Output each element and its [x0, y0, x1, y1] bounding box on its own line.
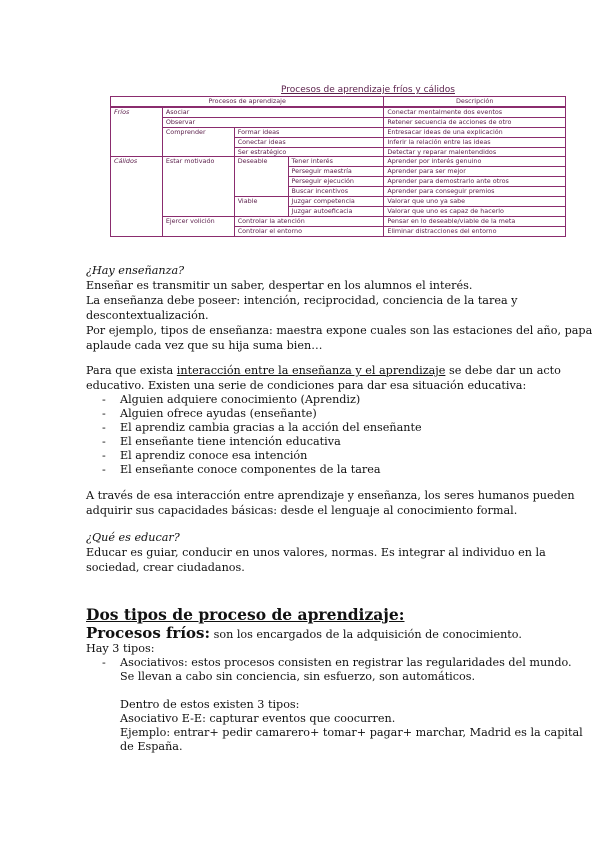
list-item-text: El aprendiz cambia gracias a la acción del enseñante: [120, 421, 422, 434]
list-item: [102, 407, 317, 422]
description-cell: Valorar que uno ya sabe: [384, 197, 566, 207]
description-cell: Valorar que uno es capaz de hacerlo: [384, 206, 566, 216]
description-cell: Retener secuencia de acciones de otro: [384, 117, 566, 127]
description-cell: Detectar y reparar malentendidos: [384, 147, 566, 157]
description-cell: Conectar mentalmente dos eventos: [384, 107, 566, 117]
header-processes: Procesos de aprendizaje: [111, 97, 384, 107]
paragraph-line: A través de esa interacción entre aprendizaje y enseñanza, los seres humanos pueden: [86, 489, 575, 502]
learning-processes-table: [110, 84, 566, 237]
subprocess-cell: Conectar ideas: [234, 137, 384, 147]
list-item-text: Asociativos: estos procesos consisten en registrar las regularidades del mundo.: [120, 656, 572, 669]
process-cell: Ejercer volición: [162, 216, 234, 236]
category-cell: Fríos: [111, 107, 163, 157]
table-row: [111, 127, 566, 137]
table-row: [111, 216, 566, 226]
dash-bullet: -: [102, 656, 106, 669]
dash-bullet: -: [102, 449, 106, 462]
paragraph-line: Enseñar es transmitir un saber, despertar en los alumnos el interés.: [86, 279, 473, 292]
description-cell: Pensar en lo deseable/viable de la meta: [384, 216, 566, 226]
dash-bullet: -: [102, 393, 106, 406]
process-cell: Observar: [162, 117, 384, 127]
paragraph-line: descontextualización.: [86, 309, 209, 322]
category-cell: Cálidos: [111, 157, 163, 236]
process-cell: Comprender: [162, 127, 234, 157]
list-item: [102, 421, 422, 436]
description-cell: Inferir la relación entre las ideas: [384, 137, 566, 147]
header-description: Descripción: [384, 97, 566, 107]
underlined-phrase: interacción entre la enseñanza y el aprendizaje: [176, 364, 446, 377]
text-span: Para que exista: [86, 364, 177, 377]
dash-bullet: -: [102, 421, 106, 434]
table-row: [111, 117, 566, 127]
paragraph-line: Por ejemplo, tipos de enseñanza: maestra expone cuales son las estaciones del año, papa: [86, 324, 593, 337]
question-teaching: ¿Hay enseñanza?: [86, 264, 185, 277]
list-item: [102, 463, 381, 478]
paragraph-line: Dentro de estos existen 3 tipos:: [120, 698, 300, 711]
paragraph-line: Asociativo E-E: capturar eventos que coocurren.: [120, 712, 396, 725]
process-cell: Estar motivado: [162, 157, 234, 216]
dash-bullet: -: [102, 463, 106, 476]
text-span: se debe dar un acto: [445, 364, 561, 377]
paragraph-line: [86, 364, 561, 379]
subheading-cold-processes: [86, 624, 522, 642]
description-cell: Aprender para ser mejor: [384, 167, 566, 177]
subheading-bold: Procesos fríos:: [86, 624, 211, 642]
detail-cell: Buscar incentivos: [288, 187, 384, 197]
dash-bullet: -: [102, 435, 106, 448]
paragraph-line: de España.: [120, 740, 183, 753]
subprocess-cell: Viable: [234, 197, 288, 217]
table-row: [111, 157, 566, 167]
description-cell: Eliminar distracciones del entorno: [384, 226, 566, 236]
processes-table: [110, 96, 566, 237]
table-header-row: [111, 97, 566, 107]
subprocess-cell: Ser estratégico: [234, 147, 384, 157]
dash-bullet: -: [102, 407, 106, 420]
detail-cell: Juzgar competencia: [288, 197, 384, 207]
subprocess-cell: Formar ideas: [234, 127, 384, 137]
paragraph-line: La enseñanza debe poseer: intención, reciprocidad, conciencia de la tarea y: [86, 294, 518, 307]
section-heading: Dos tipos de proceso de aprendizaje:: [86, 605, 405, 624]
subprocess-cell: Deseable: [234, 157, 288, 197]
list-item-text: Alguien adquiere conocimiento (Aprendiz): [120, 393, 361, 406]
detail-cell: Tener interés: [288, 157, 384, 167]
paragraph-line: aplaude cada vez que su hija suma bien…: [86, 339, 323, 352]
list-item: [102, 656, 572, 671]
table-title: Procesos de aprendizaje fríos y cálidos: [281, 85, 455, 95]
paragraph-line: Ejemplo: entrar+ pedir camarero+ tomar+ pagar+ marchar, Madrid es la capital: [120, 726, 583, 739]
paragraph-line: educativo. Existen una serie de condiciones para dar esa situación educativa:: [86, 379, 527, 392]
paragraph-line: Se llevan a cabo sin conciencia, sin esfuerzo, son automáticos.: [120, 670, 476, 683]
detail-cell: Perseguir maestría: [288, 167, 384, 177]
list-item-text: El enseñante conoce componentes de la tarea: [120, 463, 381, 476]
paragraph-line: sociedad, crear ciudadanos.: [86, 561, 245, 574]
table-row: [111, 107, 566, 117]
detail-cell: Perseguir ejecución: [288, 177, 384, 187]
subheading-rest: son los encargados de la adquisición de conocimiento.: [210, 628, 522, 641]
list-item-text: Alguien ofrece ayudas (enseñante): [120, 407, 317, 420]
list-item-text: El enseñante tiene intención educativa: [120, 435, 341, 448]
paragraph-line: Hay 3 tipos:: [86, 642, 155, 655]
description-cell: Entresacar ideas de una explicación: [384, 127, 566, 137]
description-cell: Aprender por interés genuino: [384, 157, 566, 167]
subprocess-cell: Controlar el entorno: [234, 226, 384, 236]
question-educate: ¿Qué es educar?: [86, 531, 180, 544]
paragraph-line: Educar es guiar, conducir en unos valores, normas. Es integrar al individuo en la: [86, 546, 546, 559]
detail-cell: Juzgar autoeficacia: [288, 206, 384, 216]
subprocess-cell: Controlar la atención: [234, 216, 384, 226]
description-cell: Aprender para demostrarlo ante otros: [384, 177, 566, 187]
list-item: [102, 449, 307, 464]
description-cell: Aprender para conseguir premios: [384, 187, 566, 197]
list-item-text: El aprendiz conoce esa intención: [120, 449, 308, 462]
paragraph-line: adquirir sus capacidades básicas: desde el lenguaje al conocimiento formal.: [86, 504, 518, 517]
list-item: [102, 393, 360, 408]
process-cell: Asociar: [162, 107, 384, 117]
list-item: [102, 435, 341, 450]
